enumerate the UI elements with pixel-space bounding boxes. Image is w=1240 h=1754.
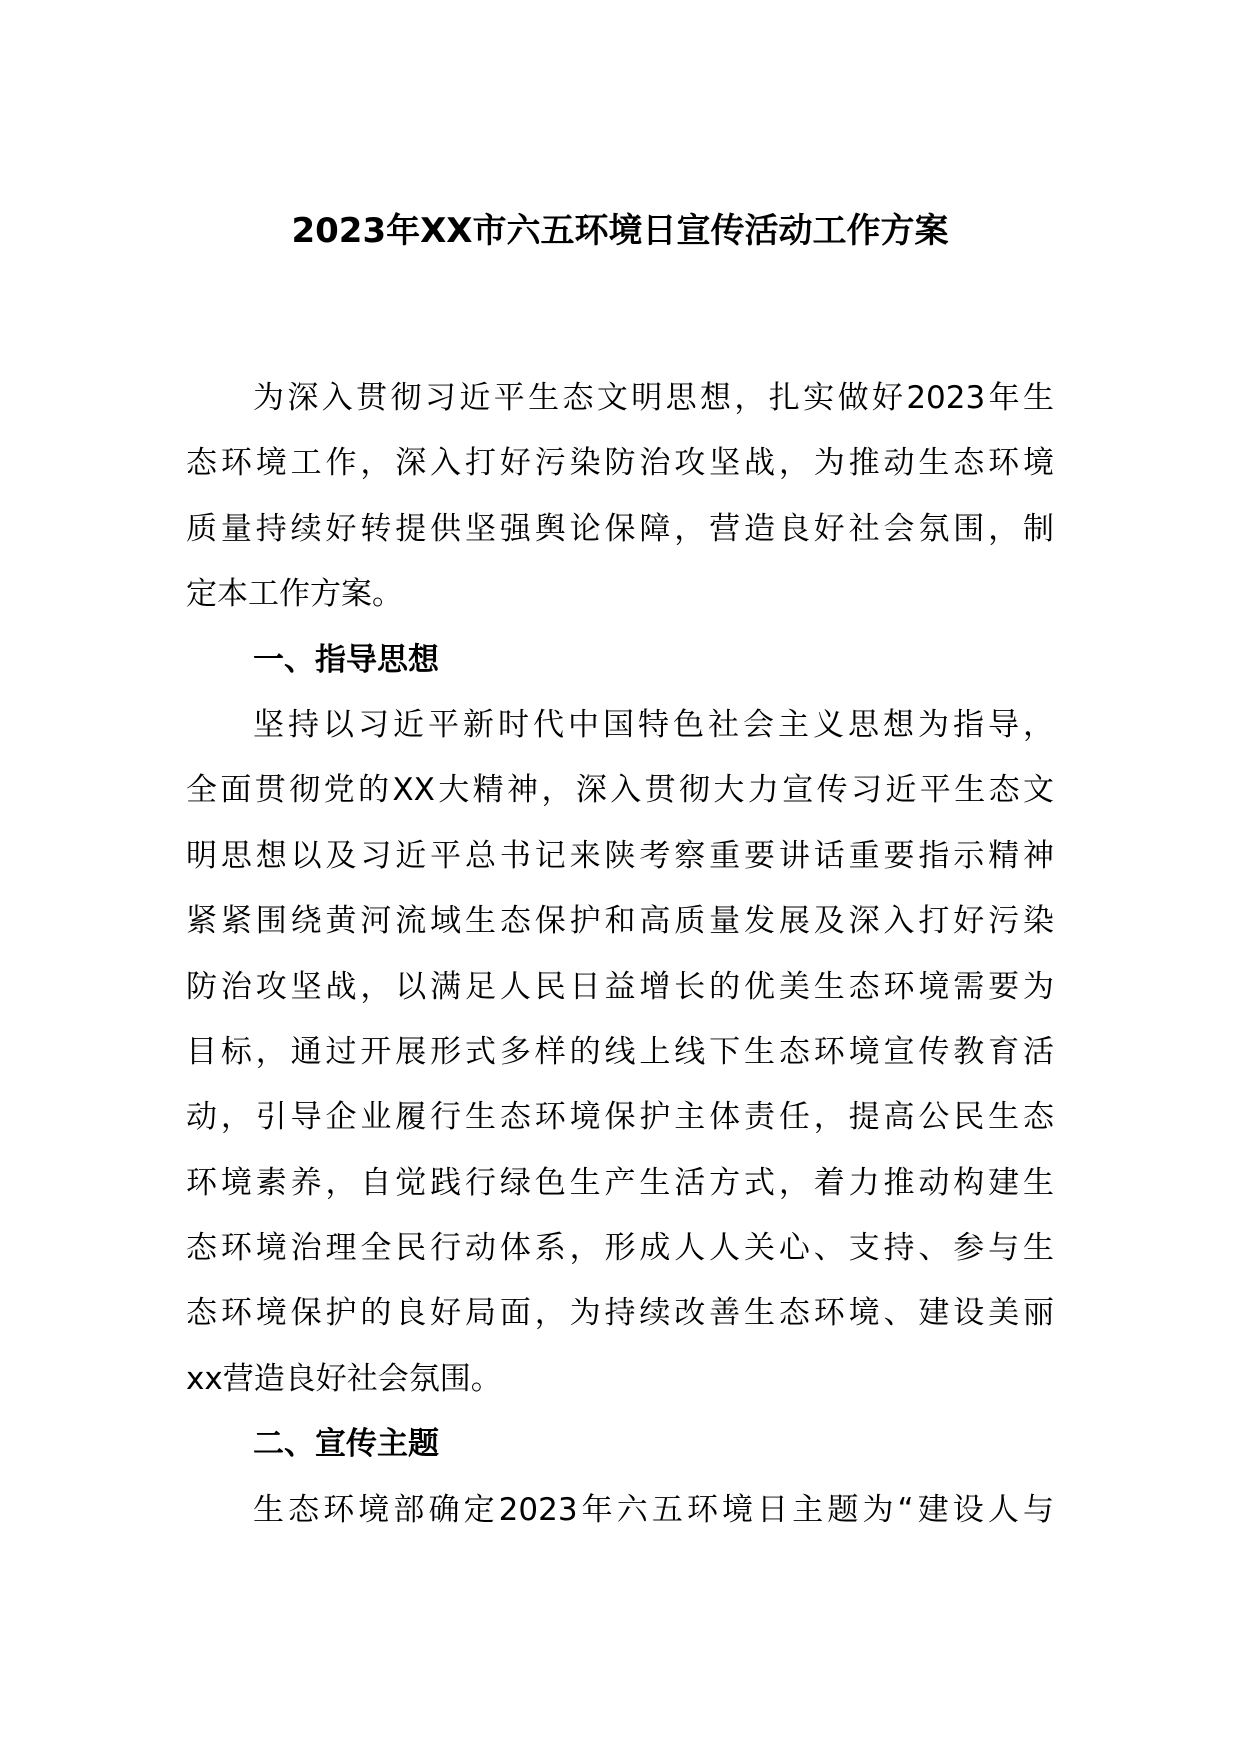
section2-line: 生态环境部确定2023年六五环境日主题为“建设人与: [253, 1491, 1054, 1528]
section1-line: 全面贯彻党的XX大精神，深入贯彻大力宣传习近平生态文: [186, 772, 1054, 809]
document-body: [186, 366, 1054, 1543]
section1-line: 态环境治理全民行动体系，形成人人关心、支持、参与生: [186, 1230, 1054, 1267]
section1-line: xx营造良好社会氛围。: [186, 1360, 502, 1397]
section1-line: 态环境保护的良好局面，为持续改善生态环境、建设美丽: [186, 1295, 1054, 1332]
intro-line: 为深入贯彻习近平生态文明思想，扎实做好2023年生: [253, 380, 1054, 416]
section-heading-guiding-thought: 一、指导思想: [253, 641, 439, 678]
section-heading-publicity-theme: 二、宣传主题: [253, 1426, 439, 1463]
intro-line: 质量持续好转提供坚强舆论保障，营造良好社会氛围，制: [186, 510, 1054, 547]
section1-line: 坚持以习近平新时代中国特色社会主义思想为指导，: [253, 706, 1054, 743]
section1-line: 环境素养，自觉践行绿色生产生活方式，着力推动构建生: [186, 1164, 1054, 1201]
section1-line: 明思想以及习近平总书记来陕考察重要讲话重要指示精神: [186, 837, 1054, 874]
section1-line: 防治攻坚战，以满足人民日益增长的优美生态环境需要为: [186, 968, 1054, 1005]
section1-line: 目标，通过开展形式多样的线上线下生态环境宣传教育活: [186, 1033, 1054, 1070]
document-title: 2023年XX市六五环境日宣传活动工作方案: [291, 211, 949, 251]
section1-line: 动，引导企业履行生态环境保护主体责任，提高公民生态: [186, 1099, 1054, 1136]
intro-line: 态环境工作，深入打好污染防治攻坚战，为推动生态环境: [186, 445, 1054, 482]
section1-line: 紧紧围绕黄河流域生态保护和高质量发展及深入打好污染: [186, 903, 1054, 940]
intro-line: 定本工作方案。: [186, 576, 403, 613]
